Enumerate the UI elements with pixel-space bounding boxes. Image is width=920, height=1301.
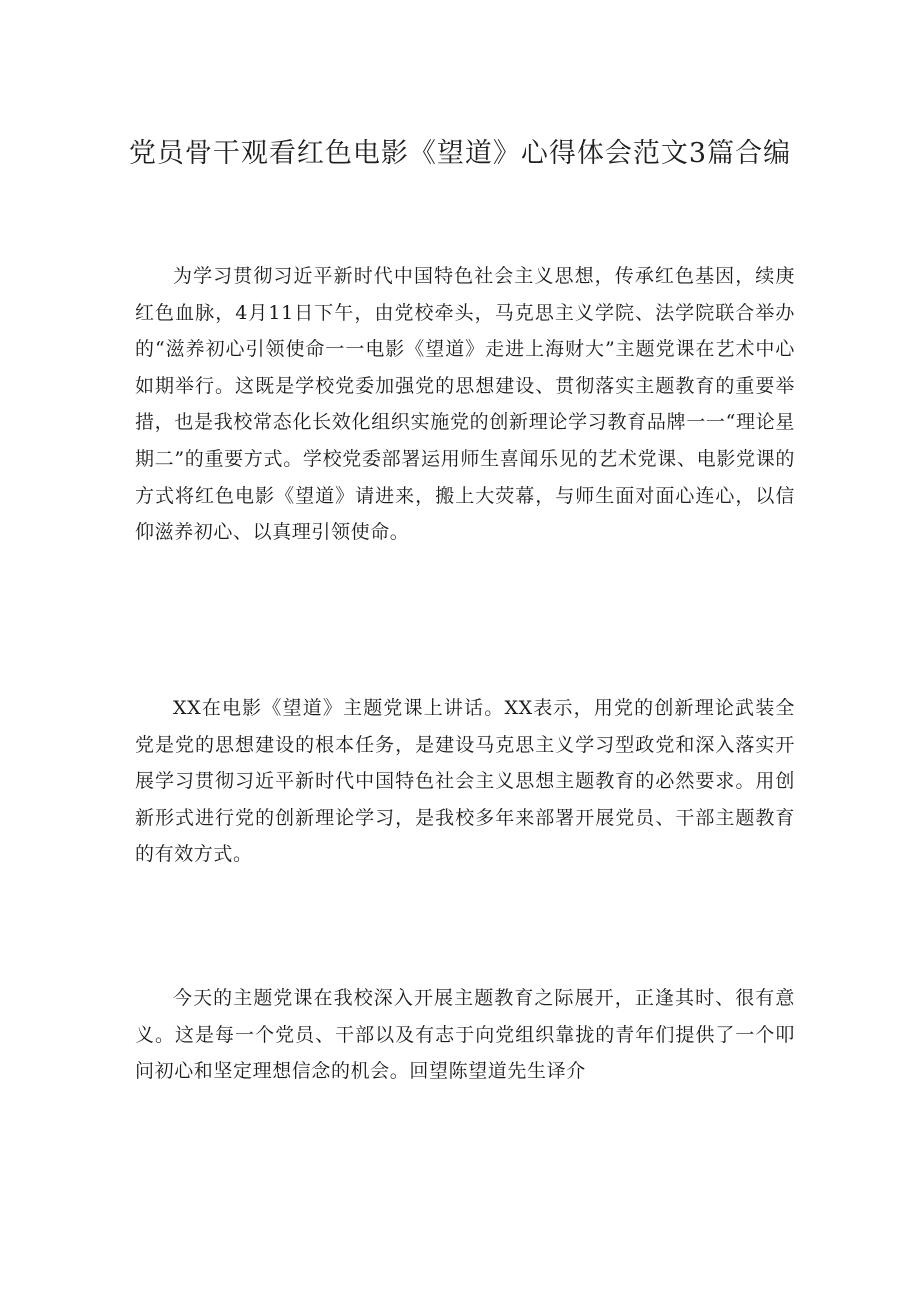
- paragraph-speech: XX在电影《望道》主题党课上讲话。XX表示，用党的创新理论武装全党是党的思想建设的根本任务，是建设马克思主义学习型政党和深入落实开展学习贯彻习近平新时代中国特色社会主义思想主题教育的必然要求。用创新形式进行党的创新理论学习，是我校多年来部署开展党员、干部主题教育的有效方式。: [135, 697, 795, 866]
- paragraph-intro: 为学习贯彻习近平新时代中国特色社会主义思想，传承红色基因，续庚红色血脉，4月11日下午，由党校牵头，马克思主义学院、法学院联合举办的“滋养初心引领使命一一电影《望道》走进上海财大”主题党课在艺术中心如期举行。这既是学校党委加强党的思想建设、贯彻落实主题教育的重要举措，也是我校常态化长效化组织实施党的创新理论学习教育品牌一一“理论星期二”的重要方式。学校党委部署运用师生喜闻乐见的艺术党课、电影党课的方式将红色电影《望道》请进来，搬上大荧幕，与师生面对面心连心，以信仰滋养初心、以真理引领使命。: [135, 265, 795, 544]
- document-title: 党员骨干观看红色电影《望道》心得体会范文3篇合编: [128, 138, 792, 170]
- paragraph-significance: 今天的主题党课在我校深入开展主题教育之际展开，正逢其时、很有意义。这是每一个党员、干部以及有志于向党组织靠拢的青年们提供了一个叩问初心和坚定理想信念的机会。回望陈望道先生译介: [135, 987, 795, 1083]
